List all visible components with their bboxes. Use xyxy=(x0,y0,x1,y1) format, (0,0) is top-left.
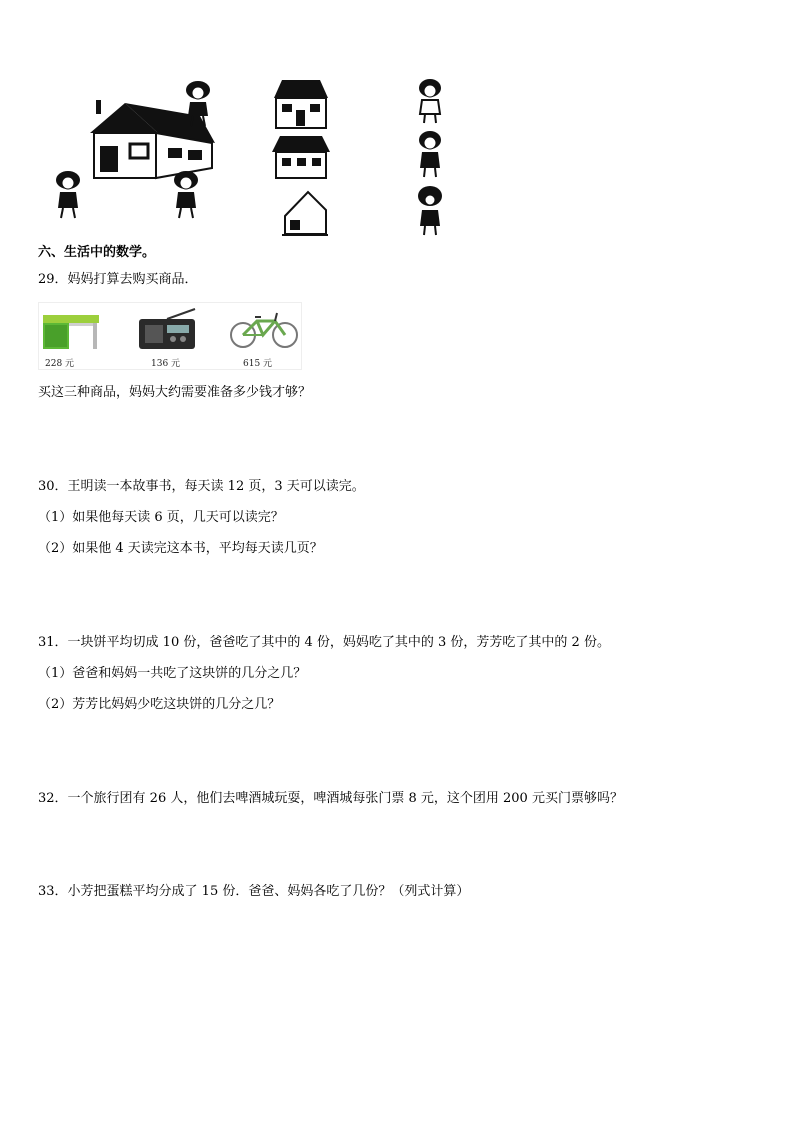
q31-sub1: （1）爸爸和妈妈一共吃了这块饼的几分之几？ xyxy=(38,666,307,681)
q29-question: 买这三种商品，妈妈大约需要准备多少钱才够？ xyxy=(38,385,312,400)
house-front-icon xyxy=(270,78,332,130)
q30-stem: 30．王明读一本故事书，每天读 12 页，3 天可以读完。 xyxy=(38,479,365,494)
girl-icon xyxy=(166,170,206,220)
radio-icon xyxy=(137,307,197,351)
house-back-icon xyxy=(280,188,330,238)
desk-icon xyxy=(41,311,101,351)
radio-price: 136 元 xyxy=(151,359,181,369)
girl-icon xyxy=(178,80,218,128)
top-illustration xyxy=(40,78,460,238)
q30-sub1: （1）如果他每天读 6 页，几天可以读完？ xyxy=(38,510,284,525)
q33-stem: 33．小芳把蛋糕平均分成了 15 份．爸爸、妈妈各吃了几份？（列式计算） xyxy=(38,884,470,899)
girl-back-icon xyxy=(412,186,448,236)
bicycle-price: 615 元 xyxy=(243,359,273,369)
q29-items-panel xyxy=(38,302,302,370)
desk-price: 228 元 xyxy=(45,359,75,369)
q29-stem: 29．妈妈打算去购买商品． xyxy=(38,272,198,287)
q32-stem: 32．一个旅行团有 26 人，他们去啤酒城玩耍，啤酒城每张门票 8 元，这个团用 200 元买门票够吗？ xyxy=(38,791,623,806)
q31-sub2: （2）芳芳比妈妈少吃这块饼的几分之几？ xyxy=(38,697,281,712)
house-side-icon xyxy=(270,134,332,180)
q31-stem: 31．一块饼平均切成 10 份，爸爸吃了其中的 4 份，妈妈吃了其中的 3 份，芳芳吃了其中的 2 份。 xyxy=(38,635,610,650)
section-heading: 六、生活中的数学。 xyxy=(38,245,156,260)
girl-front-icon xyxy=(412,78,448,124)
q30-sub2: （2）如果他 4 天读完这本书，平均每天读几页？ xyxy=(38,541,323,556)
bicycle-icon xyxy=(229,309,299,351)
girl-icon xyxy=(48,170,88,220)
girl-side-icon xyxy=(412,130,448,178)
